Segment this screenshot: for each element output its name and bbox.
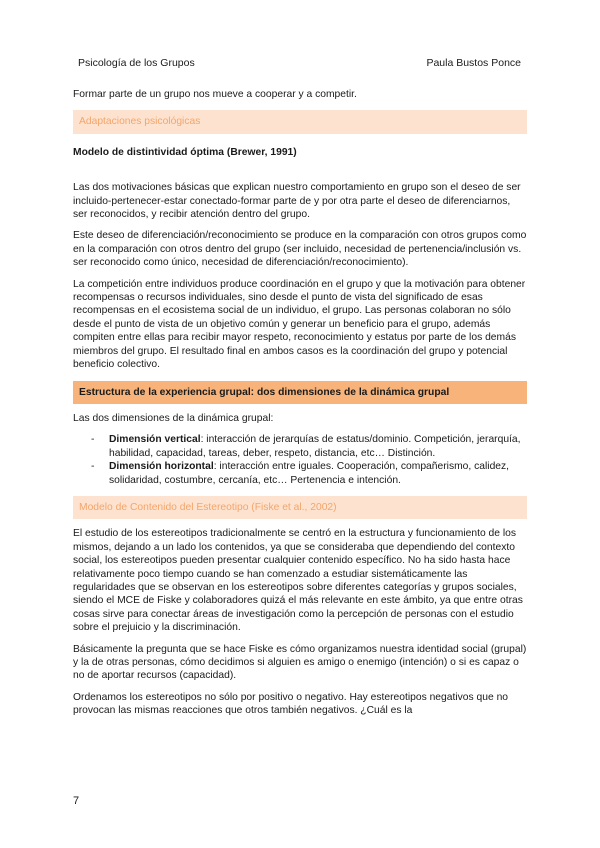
header-course-title: Psicología de los Grupos (78, 57, 195, 69)
subheading-brewer: Modelo de distintividad óptima (Brewer, 1991) (73, 146, 297, 158)
list-item (109, 433, 527, 460)
page-number: 7 (73, 795, 80, 807)
list-item (109, 460, 527, 487)
list-item-text: : interacción entre iguales. Cooperación, compañerismo, calidez, solidaridad, costumbre, cercanía, etc… Pertenencia e intención. (109, 461, 510, 486)
list-item-term: Dimensión horizontal (109, 461, 214, 473)
paragraph: Básicamente la pregunta que se hace Fiske es cómo organizamos nuestra identidad social (grupal) y la de otras personas, cómo decidimos si alguien es amigo o enemigo (intención) o si es capaz o no de aportar recursos (capacidad). (73, 643, 527, 682)
section-heading-estructura: Estructura de la experiencia grupal: dos dimensiones de la dinámica grupal (73, 381, 527, 404)
paragraph: Ordenamos los estereotipos no sólo por positivo o negativo. Hay estereotipos negativos que no provocan las mismas reacciones que otros también negativos. ¿Cuál es la (73, 691, 509, 717)
header-author: Paula Bustos Ponce (426, 57, 521, 69)
section-heading-adaptaciones: Adaptaciones psicológicas (73, 110, 527, 133)
paragraph: El estudio de los estereotipos tradicionalmente se centró en la estructura y funcionamiento de los mismos, dejando a un lado los contenidos, ya que se consideraba que dependiendo del contexto social, los estereotipos pueden presentar cualquier contenido específico. No ha sido hasta hace relativamente poco tiempo cuando se han comenzado a estudiar sistemáticamente las regularidades que se observan en los estereotipos sobre diferentes categorías y grupos sociales, siendo el MCE de Fiske y colaboradores quizá el más relevante en este ámbito, ya que entre otras cosas sirve para conectar áreas de investigación como la percepción de personas con el estudio sobre el prejuicio y la discriminación. (73, 528, 523, 634)
paragraph: Este deseo de diferenciación/reconocimiento se produce en la comparación con otros grupos como en la comparación con otros dentro del grupo (ser incluido, necesidad de pertenencia/inclusión vs. ser reconocido como único, necesidad de diferenciación/reconocimiento). (73, 230, 527, 269)
page-content (73, 88, 527, 718)
list-item-term: Dimensión vertical (109, 434, 201, 446)
dimensions-list (73, 433, 527, 487)
section-heading-mce: Modelo de Contenido del Estereotipo (Fiske et al., 2002) (73, 496, 527, 519)
paragraph: Las dos motivaciones básicas que explican nuestro comportamiento en grupo son el deseo de ser incluido-pertenecer-estar conectado-formar parte de y por otra parte el deseo de diferenciarnos, ser reconocidos, y recibir atención dentro del grupo. (73, 182, 521, 221)
dimensions-intro: Las dos dimensiones de la dinámica grupal: (73, 412, 274, 424)
list-item-text: : interacción de jerarquías de estatus/dominio. Competición, jerarquía, habilidad, capacidad, tareas, deber, respeto, distancia, etc… Distinción. (109, 434, 521, 459)
intro-text: Formar parte de un grupo nos mueve a cooperar y a competir. (73, 89, 357, 100)
paragraph: La competición entre individuos produce coordinación en el grupo y que la motivación para obtener recompensas o recursos individuales, sino desde el punto de vista del significado de esas recompensas en el ecosistema social de un individuo, el grupo. Las personas colaboran no sólo desde el punto de vista de un objetivo común y generar un beneficio para el grupo, además compiten entre ellas para recibir mayor respeto, reconocimiento y estatus por parte de los demás miembros del grupo. El resultado final en ambos casos es la coordinación del grupo y potencial beneficio colectivo. (73, 278, 526, 371)
